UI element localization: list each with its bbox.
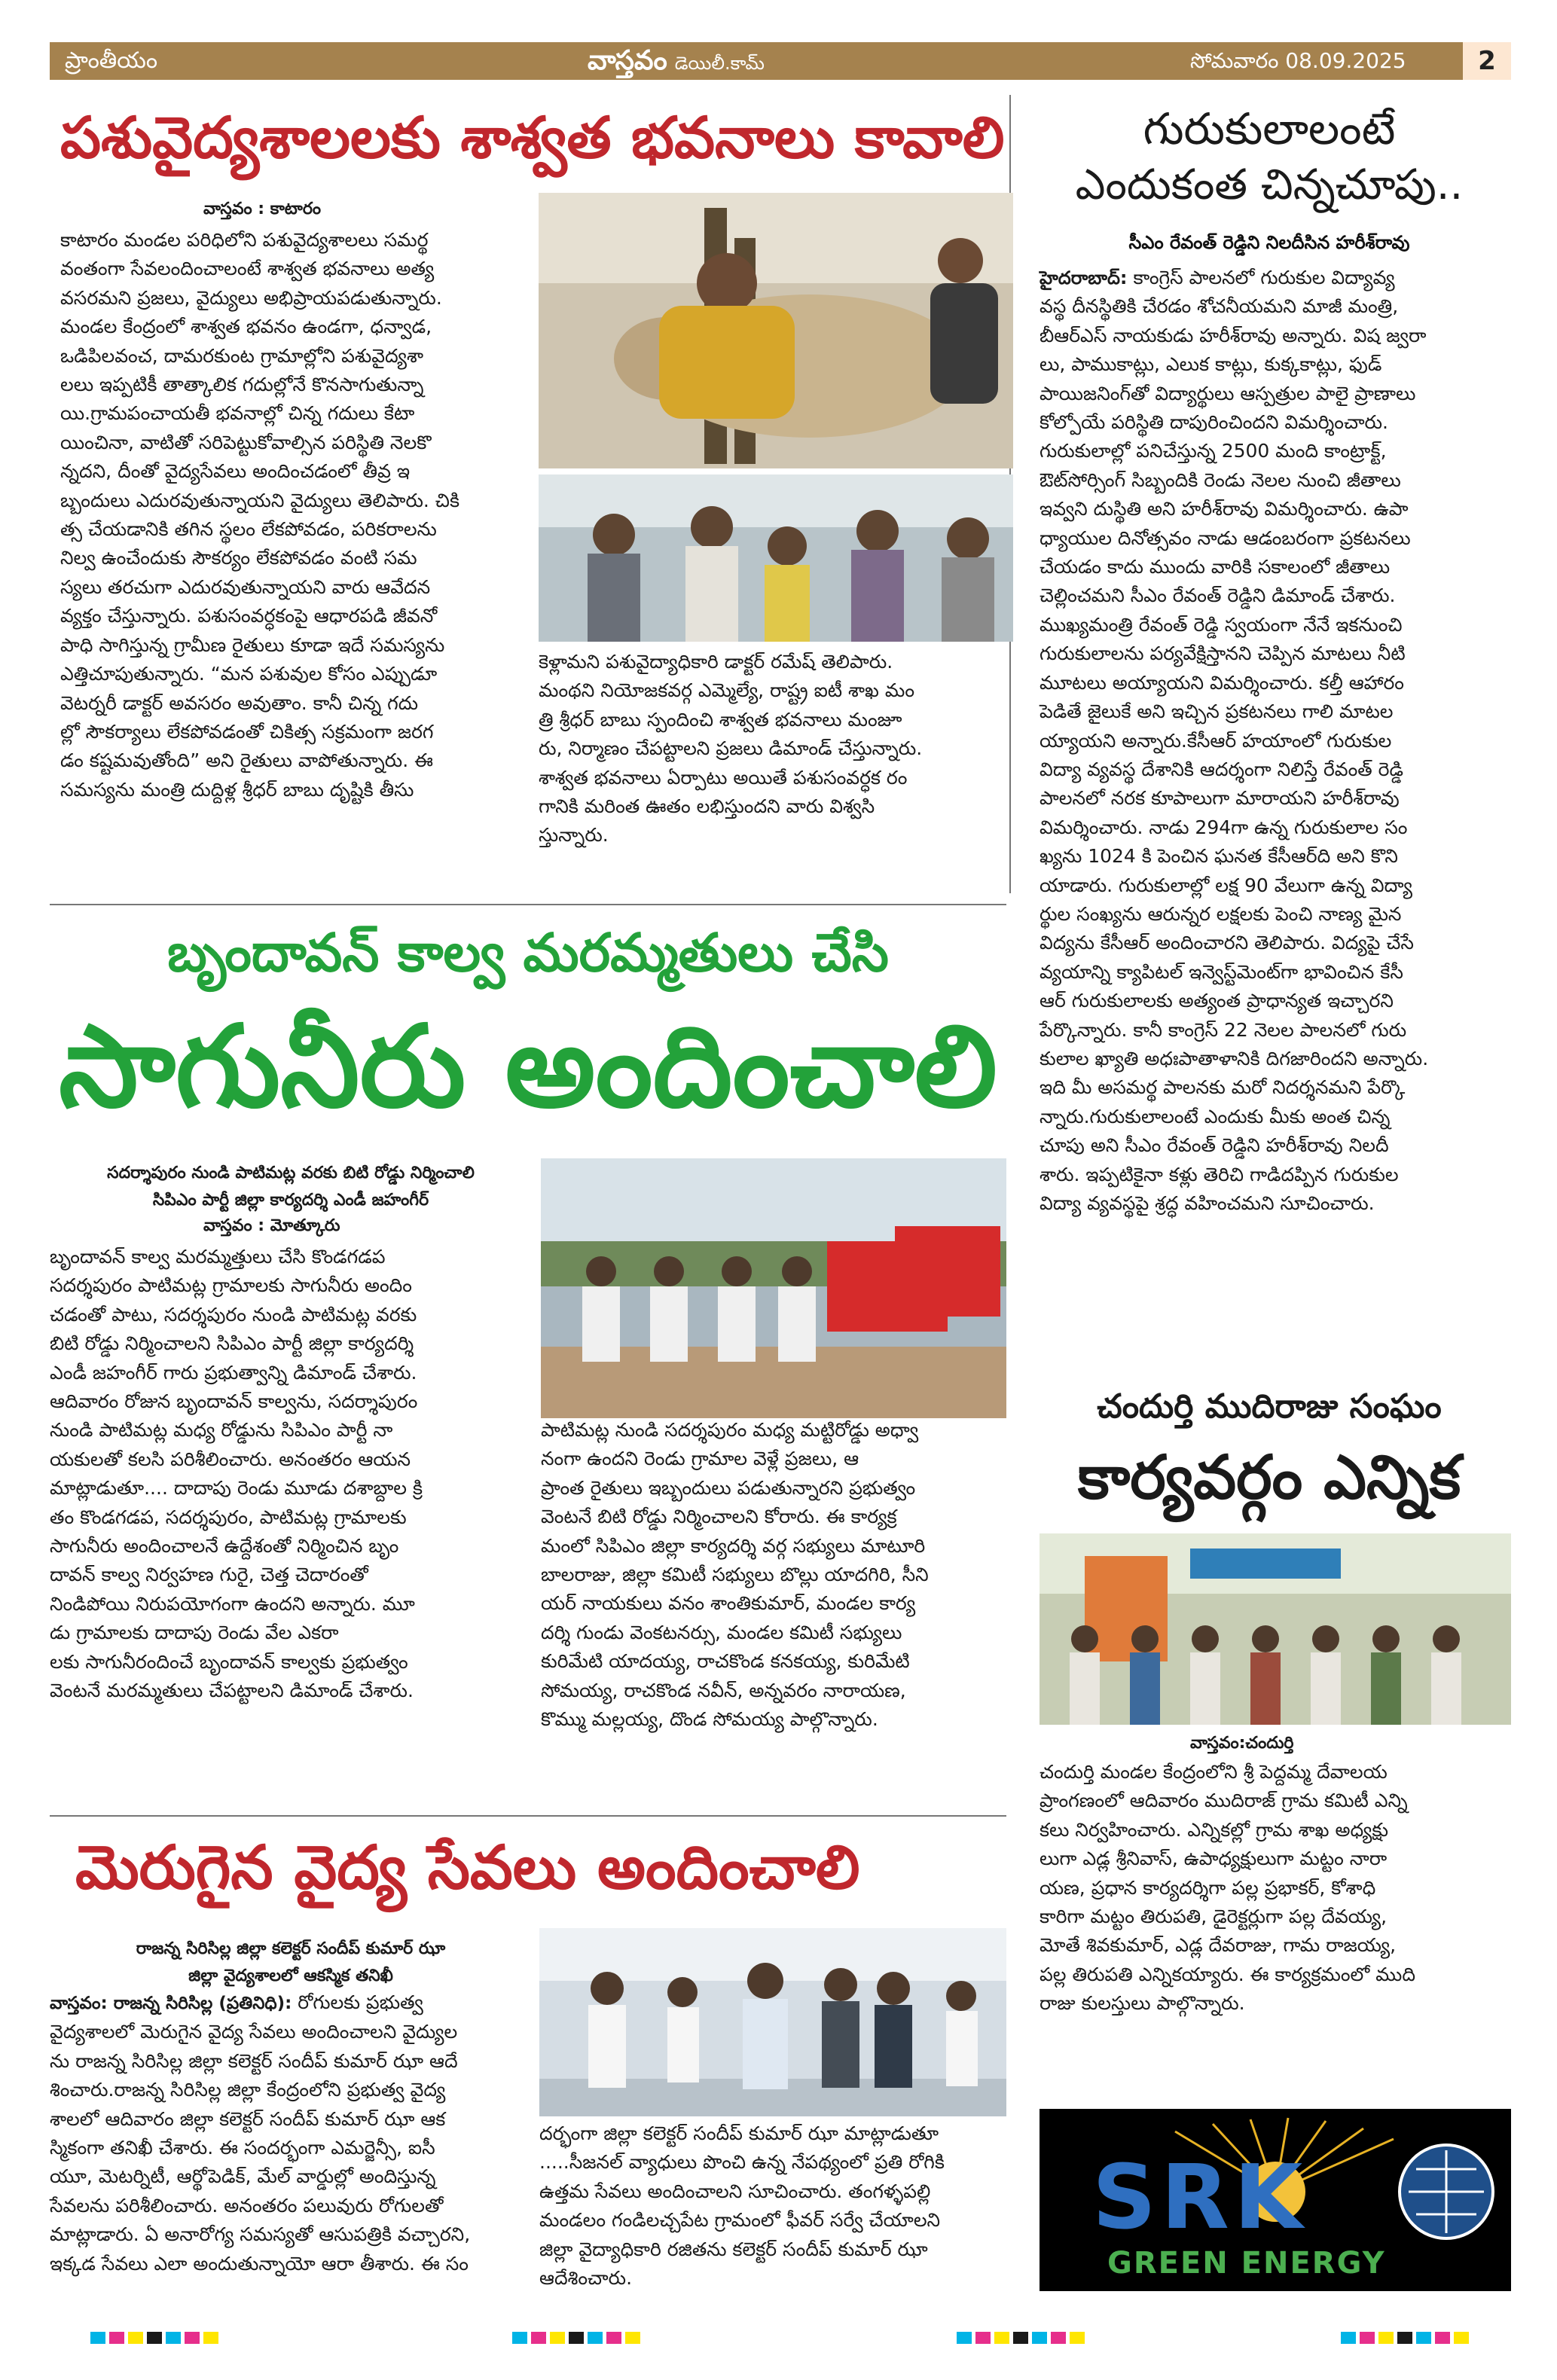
story4-body: చందుర్తి మండల కేంద్రంలోని శ్రీ పెద్దమ్మ దేవాలయ ప్రాంగణంలో ఆదివారం ముదిరాజ్ గ్రామ కమిటీ ఎన్ని కలు నిర్వహించారు. ఎన్నికల్లో గ్రామ శాఖ అధ్యక్షు లుగా ఎడ్ల శ్రీనివాస్, ఉపాధ్యక్షులుగా మట్టం నారా యణ, ప్రధాన కార్యదర్శిగా పల్ల ప్రభాకర్, కోశాధి కారిగా మట్టం తిరుపతి, డైరెక్టర్లుగా పల్ల దేవయ్య, మోతే శివకుమార్, ఎడ్ల దేవరాజు, గామ రాజయ్య, పల్ల తిరుపతి ఎన్నికయ్యారు. ఈ కార్యక్రమంలో ముది రాజు కులస్తులు పాల్గొన్నారు.: [1040, 1761, 1415, 2015]
story5-headline: మెరుగైన వైద్య సేవలు అందించాలి: [75, 1832, 860, 1902]
section-divider: [50, 904, 1006, 905]
story5-body-col2: దర్భంగా జిల్లా కలెక్టర్ సందీప్ కుమార్ ఝా మాట్లాడుతూ .....సీజనల్ వ్యాధులు పొంచి ఉన్న నేపథ్యంలో ప్రతి రోగికి ఉత్తమ సేవలు అందించాలని సూచించారు. తంగళ్ళపల్లి మండలం గండిలచ్చపేట గ్రామంలో ఫీవర్ సర్వే చేయాలని జిల్లా వైద్యాధికారి రజితను కలెక్టర్ సందీప్ కుమార్ ఝా ఆదేశించారు.: [539, 2122, 945, 2290]
story1-headline: పశువైద్యశాలలకు శాశ్వత భవనాలు కావాలి: [60, 104, 1005, 171]
story2-headline-line2: ఎందుకంత చిన్నచూపు..: [1075, 160, 1464, 209]
story3-headline-line1: బృందావన్ కాల్వ మరమ్మతులు చేసి: [167, 922, 889, 984]
story5-body-text: రోగులకు ప్రభుత్వ వైద్యశాలలో మెరుగైన వైద్య సేవలు అందించాలని వైద్యుల ను రాజన్న సిరిసిల్ల జిల్లా కలెక్టర్ సందీప్ కుమార్ ఝా ఆదే శించారు.రాజన్న సిరిసిల్ల జిల్లా కేంద్రంలోని ప్రభుత్వ వైద్య శాలలో ఆదివారం జిల్లా కలెక్టర్ సందీప్ కుమార్ ఝా ఆక స్మికంగా తనిఖీ చేశారు. ఈ సందర్భంగా ఎమర్జెన్సీ, ఐసీ యూ, మెటర్నిటీ, ఆర్థోపెడిక్, మేల్ వార్డుల్లో అందిస్తున్న సేవలను పరిశీలించారు. అనంతరం పలువురు రోగులతో మాట్లాడారు. ఏ అనారోగ్య సమస్యతో ఆసుపత్రికి వచ్చారని, ఇక్కడ సేవలు ఎలా అందుతున్నాయో ఆరా తీశారు. ఈ సం: [50, 1991, 471, 2275]
brand-name: వాస్తవం: [588, 45, 667, 76]
story3-body-col2: పాటిమట్ల నుండి సదర్శపురం మధ్య మట్టిరోడ్డు అధ్వా నంగా ఉందని రెండు గ్రామాల వెళ్లే ప్రజలు, ఆ ప్రాంత రైతులు ఇబ్బందులు పడుతున్నారని ప్రభుత్వం వెంటనే బిటి రోడ్డు నిర్మించాలని కోరారు. ఈ కార్యక్ర మంలో సిపిఎం జిల్లా కార్యదర్శి వర్గ సభ్యులు మాటూరి బాలరాజు, జిల్లా కమిటీ సభ్యులు బొల్లు యాదగిరి, సీని యర్ నాయకులు వనం శాంతికుమార్, మండల కార్య దర్శి గుండు వెంకటనర్సు, మండల కమిటీ సభ్యులు కురిమేటి యాదయ్య, రాచకొండ కనకయ్య, కురిమేటి సోమయ్య, రాచకొండ నవీన్, అన్నవరం నారాయణ, కొమ్ము మల్లయ్య, దొండ సోమయ్య పాల్గొన్నారు.: [541, 1419, 929, 1731]
story3-headline-line2: సాగునీరు అందించాలి: [59, 1002, 997, 1133]
story3-dateline: వాస్తవం : మోత్కూరు: [203, 1216, 340, 1235]
story5-body-col1: [50, 1988, 532, 2278]
issue-date: సోమవారం 08.09.2025: [1190, 48, 1406, 73]
printer-color-bar: [1341, 2332, 1491, 2344]
story5-photo-hospital: [539, 1928, 1006, 2116]
story2-body-text: కాంగ్రెస్ పాలనలో గురుకుల విద్యావ్య వస్థ దీనస్థితికి చేరడం శోచనీయమని మాజీ మంత్రి, బీఆర్ఎస్ నాయకుడు హరీశ్‌రావు అన్నారు. విష జ్వరా లు, పాముకాట్లు, ఎలుక కాట్లు, కుక్కకాట్లు, ఫుడ్ పాయిజనింగ్‌తో విద్యార్థులు ఆస్పత్రుల పాలై ప్రాణాలు కోల్పోయే పరిస్థితి దాపురించిందని విమర్శించారు. గురుకులాల్లో పనిచేస్తున్న 2500 మంది కాంట్రాక్ట్, ఔట్‌సోర్సింగ్ సిబ్బందికి రెండు నెలల నుంచి జీతాలు ఇవ్వని దుస్థితి అని హరీశ్‌రావు విమర్శించారు. ఉపా ధ్యాయుల దినోత్సవం నాడు ఆడంబరంగా ప్రకటనలు చేయడం కాదు ముందు వారికి సకాలంలో జీతాలు చెల్లించమని సీఎం రేవంత్ రెడ్డిని డిమాండ్ చేశారు. ముఖ్యమంత్రి రేవంత్ రెడ్డి స్వయంగా నేనే ఇకనుంచి గురుకులాలను పర్యవేక్షిస్తానని చెప్పిన మాటలు నీటి మూటలు అయ్యాయని విమర్శించారు. కల్తీ ఆహారం పెడితే జైలుకే అని ఇచ్చిన ప్రకటనలు గాలి మాటల య్యాయని అన్నారు.కేసీఆర్ హయాంలో గురుకుల విద్యా వ్యవస్థ దేశానికి ఆదర్శంగా నిలిస్తే రేవంత్ రెడ్డి పాలనలో నరక కూపాలుగా మారాయని హరీశ్‌రావు విమర్శించారు. నాడు 294గా ఉన్న గురుకులాల సం ఖ్యను 1024 కి పెంచిన ఘనత కేసీఆర్‌ది అని కొని యాడారు. గురుకులాల్లో లక్ష 90 వేలుగా ఉన్న విద్యా ర్థుల సంఖ్యను ఆరున్నర లక్షలకు పెంచి నాణ్య మైన విద్యను కేసీఆర్ అందించారని తెలిపారు. విద్యపై చేసే వ్యయాన్ని క్యాపిటల్ ఇన్వెస్ట్‌మెంట్‌గా భావించిన కేసీ ఆర్ గురుకులాలకు అత్యంత ప్రాధాన్యత ఇచ్చారని పేర్కొన్నారు. కానీ కాంగ్రెస్ 22 నెలల పాలనలో గురు కులాల ఖ్యాతి అధఃపాతాళానికి దిగజారిందని అన్నారు. ఇది మీ అసమర్థ పాలనకు మరో నిదర్శనమని పేర్కొ న్నారు.గురుకులాలంటే ఎందుకు మీకు అంత చిన్న చూపు అని సీఎం రేవంత్ రెడ్డిని హరీశ్‌రావు నిలదీ శారు. ఇప్పటికైనా కళ్లు తెరిచి గాడిదప్పిన గురుకుల విద్యా వ్యవస్థపై శ్రద్ధ వహించమని సూచించారు.: [1040, 267, 1429, 1214]
story2-headline-line1: గురుకులాలంటే: [1143, 103, 1396, 154]
page-number: 2: [1463, 42, 1511, 80]
story1-dateline: వాస్తవం : కాటారం: [203, 200, 322, 218]
story2-dateline: హైదరాబాద్:: [1040, 267, 1128, 288]
story5-subhead: రాజన్న సిరిసిల్ల జిల్లా కలెక్టర్ సందీప్ కుమార్ ఝా జిల్లా వైద్యశాలలో ఆకస్మిక తనిఖీ: [136, 1939, 446, 1985]
ad-brand: SRK: [1092, 2145, 1308, 2249]
printer-color-bar: [90, 2332, 241, 2344]
story3-photo-protest: [541, 1158, 1006, 1418]
section-divider: [50, 1815, 1006, 1817]
story2-subhead: సీఎం రేవంత్ రెడ్డిని నిలదీసిన హరీశ్‌రావు: [1128, 232, 1410, 253]
story5-dateline: వాస్తవం: రాజన్న సిరిసిల్ల (ప్రతినిధి):: [50, 1994, 292, 2013]
story1-photo-cow: [539, 193, 1013, 468]
story1-body-col2: కెళ్లామని పశువైద్యాధికారి డాక్టర్ రమేష్ తెలిపారు. మంథని నియోజకవర్గ ఎమ్మెల్యే, రాష్ట్ర ఐటీ శాఖ మం త్రి శ్రీధర్ బాబు స్పందించి శాశ్వత భవనాలు మంజూ రు, నిర్మాణం చేపట్టాలని ప్రజలు డిమాండ్ చేస్తున్నారు. శాశ్వత భవనాలు ఏర్పాటు అయితే పశుసంవర్ధక రం గానికి మరింత ఊతం లభిస్తుందని వారు విశ్వసి స్తున్నారు.: [539, 651, 923, 847]
story3-body-col1: బృందావన్ కాల్వ మరమ్మత్తులు చేసి కొండగడప సదర్శపురం పాటిమట్ల గ్రామాలకు సాగునీరు అందిం చడంతో పాటు, సదర్శపురం నుండి పాటిమట్ల వరకు బిటి రోడ్డు నిర్మించాలని సిపిఎం పార్టీ జిల్లా కార్యదర్శి ఎండీ జహంగీర్ గారు ప్రభుత్వాన్ని డిమాండ్ చేశారు. ఆదివారం రోజున బృందావన్ కాల్వను, సదర్శాపురం నుండి పాటిమట్ల మధ్య రోడ్డును సిపిఎం పార్టీ నా యకులతో కలసి పరిశీలించారు. అనంతరం ఆయన మాట్లాడుతూ.... దాదాపు రెండు మూడు దశాబ్దాల క్రి తం కొండగడప, సదర్శపురం, పాటిమట్ల గ్రామాలకు సాగునీరు అందించాలనే ఉద్దేశంతో నిర్మించిన బృం దావన్ కాల్వ నిర్వహణ గురై, చెత్త చెదారంతో నిండిపోయి నిరుపయోగంగా ఉందని అన్నారు. మూ డు గ్రామాలకు దాదాపు రెండు వేల ఎకరా లకు సాగునీరందించే బృందావన్ కాల్వకు ప్రభుత్వం వెంటనే మరమ్మతులు చేపట్టాలని డిమాండ్ చేశారు.: [50, 1246, 423, 1702]
ad-tagline: GREEN ENERGY: [1107, 2246, 1386, 2281]
printer-color-bar: [957, 2332, 1107, 2344]
story1-body-col1: కాటారం మండల పరిధిలోని పశువైద్యశాలలు సమర్థ వంతంగా సేవలందించాలంటే శాశ్వత భవనాలు అత్య వసరమని ప్రజలు, వైద్యులు అభిప్రాయపడుతున్నారు. మండల కేంద్రంలో శాశ్వత భవనం ఉండగా, ధన్వాడ, ఒడిపిలవంచ, దామరకుంట గ్రామాల్లోని పశువైద్యశా లలు ఇప్పటికీ తాత్కాలిక గదుల్లోనే కొనసాగుతున్నా యి.గ్రామపంచాయతీ భవనాల్లో చిన్న గదులు కేటా యించినా, వాటితో సరిపెట్టుకోవాల్సిన పరిస్థితి నెలకొ న్నదని, దీంతో వైద్యసేవలు అందించడంలో తీవ్ర ఇ బ్బందులు ఎదురవుతున్నాయని వైద్యులు తెలిపారు. చికి త్స చేయడానికి తగిన స్థలం లేకపోవడం, పరికరాలను నిల్వ ఉంచేందుకు సౌకర్యం లేకపోవడం వంటి సమ స్యలు తరచుగా ఎదురవుతున్నాయని వారు ఆవేదన వ్యక్తం చేస్తున్నారు. పశుసంవర్ధకంపై ఆధారపడి జీవనో పాధి సాగిస్తున్న గ్రామీణ రైతులు కూడా ఇదే సమస్యను ఎత్తిచూపుతున్నారు. “మన పశువుల కోసం ఎప్పుడూ వెటర్నరీ డాక్టర్ అవసరం అవుతాం. కానీ చిన్న గదు ల్లో సౌకర్యాలు లేకపోవడంతో చికిత్స సక్రమంగా జరగ డం కష్టమవుతోంది” అని రైతులు వాపోతున్నారు. ఈ సమస్యను మంత్రి దుద్దిళ్ల శ్రీధర్ బాబు దృష్టికి తీసు: [60, 229, 460, 801]
story4-photo-group: [1040, 1533, 1511, 1725]
story4-headline-line2: కార్యవర్గం ఎన్నిక: [1077, 1442, 1461, 1512]
story1-photo-group: [539, 474, 1013, 642]
story4-dateline: వాస్తవం:చందుర్తి: [1190, 1734, 1294, 1753]
story2-body: [1040, 264, 1507, 1218]
masthead-brand: [588, 42, 765, 82]
brand-sub: డెయిలీ.కామ్: [674, 53, 765, 74]
story3-subhead: సదర్శాపురం నుండి పాటిమట్ల వరకు బిటి రోడ్డు నిర్మించాలి సిపిఎం పార్టీ జిల్లా కార్యదర్శి ఎండీ జహంగీర్: [107, 1164, 475, 1210]
section-label: ప్రాంతీయం: [65, 47, 158, 74]
story4-headline-line1: చందుర్తి ముదిరాజు సంఘం: [1097, 1387, 1442, 1426]
printer-color-bar: [512, 2332, 663, 2344]
